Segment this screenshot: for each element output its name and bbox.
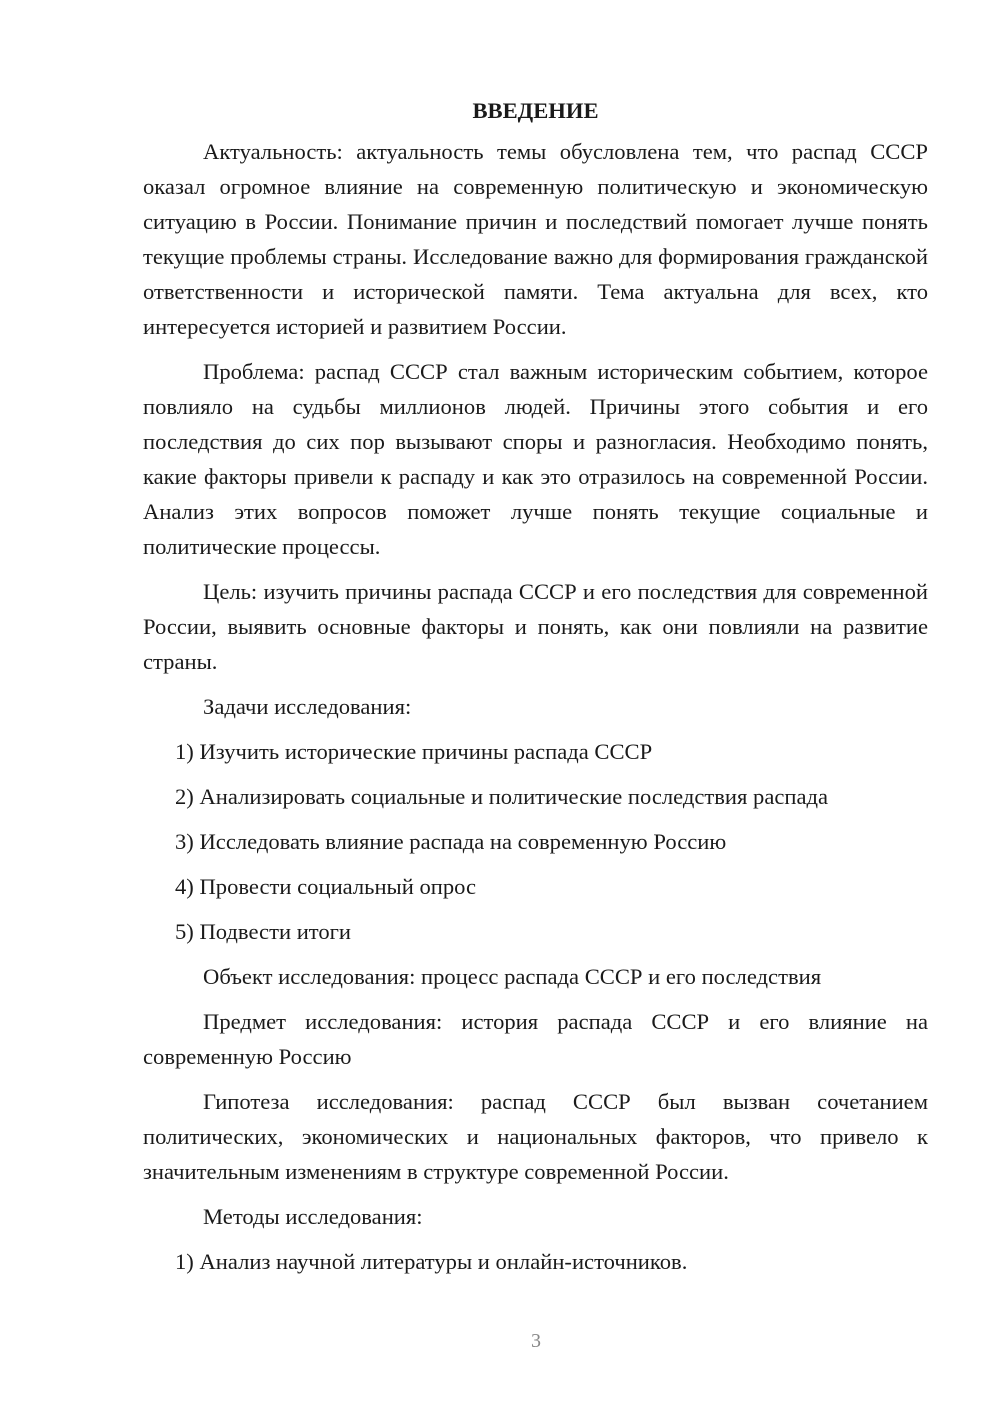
methods-list: [143, 1244, 928, 1279]
methods-label: Методы исследования:: [203, 1204, 423, 1229]
list-item: 3) Исследовать влияние распада на современную Россию: [175, 829, 727, 854]
page-number: 3: [531, 1330, 541, 1352]
list-item: 5) Подвести итоги: [175, 919, 352, 944]
tasks-list: [143, 734, 928, 949]
list-item: 1) Анализ научной литературы и онлайн-источников.: [175, 1249, 688, 1274]
goal-paragraph: Цель: изучить причины распада СССР и его последствия для современной России, выявить основные факторы и понять, как они повлияли на развитие страны.: [143, 579, 928, 674]
list-item: 4) Провести социальный опрос: [175, 874, 477, 899]
problem-paragraph: Проблема: распад СССР стал важным историческим событием, которое повлияло на судьбы миллионов людей. Причины этого события и его последствия до сих пор вызывают споры и разногласия. Необходимо понять, какие факторы привели к распаду и как это отразилось на современной России. Анализ этих вопросов поможет лучше понять текущие социальные и политические процессы.: [143, 359, 928, 559]
hypothesis-paragraph: Гипотеза исследования: распад СССР был вызван сочетанием политических, экономических и национальных факторов, что привело к значительным изменениям в структуре современной России.: [143, 1089, 928, 1184]
section-heading: ВВЕДЕНИЕ: [472, 98, 599, 123]
subject-paragraph: Предмет исследования: история распада СССР и его влияние на современную Россию: [143, 1009, 928, 1069]
relevance-paragraph: Актуальность: актуальность темы обусловлена тем, что распад СССР оказал огромное влияние на современную политическую и экономическую ситуацию в России. Понимание причин и последствий помогает лучше понять текущие проблемы страны. Исследование важно для формирования гражданской ответственности и исторической памяти. Тема актуальна для всех, кто интересуется историей и развитием России.: [143, 139, 928, 339]
list-item: 2) Анализировать социальные и политические последствия распада: [175, 784, 829, 809]
document-body: [143, 96, 928, 1289]
tasks-label: Задачи исследования:: [203, 694, 412, 719]
object-line: Объект исследования: процесс распада СССР и его последствия: [203, 964, 822, 989]
list-item: 1) Изучить исторические причины распада СССР: [175, 739, 653, 764]
